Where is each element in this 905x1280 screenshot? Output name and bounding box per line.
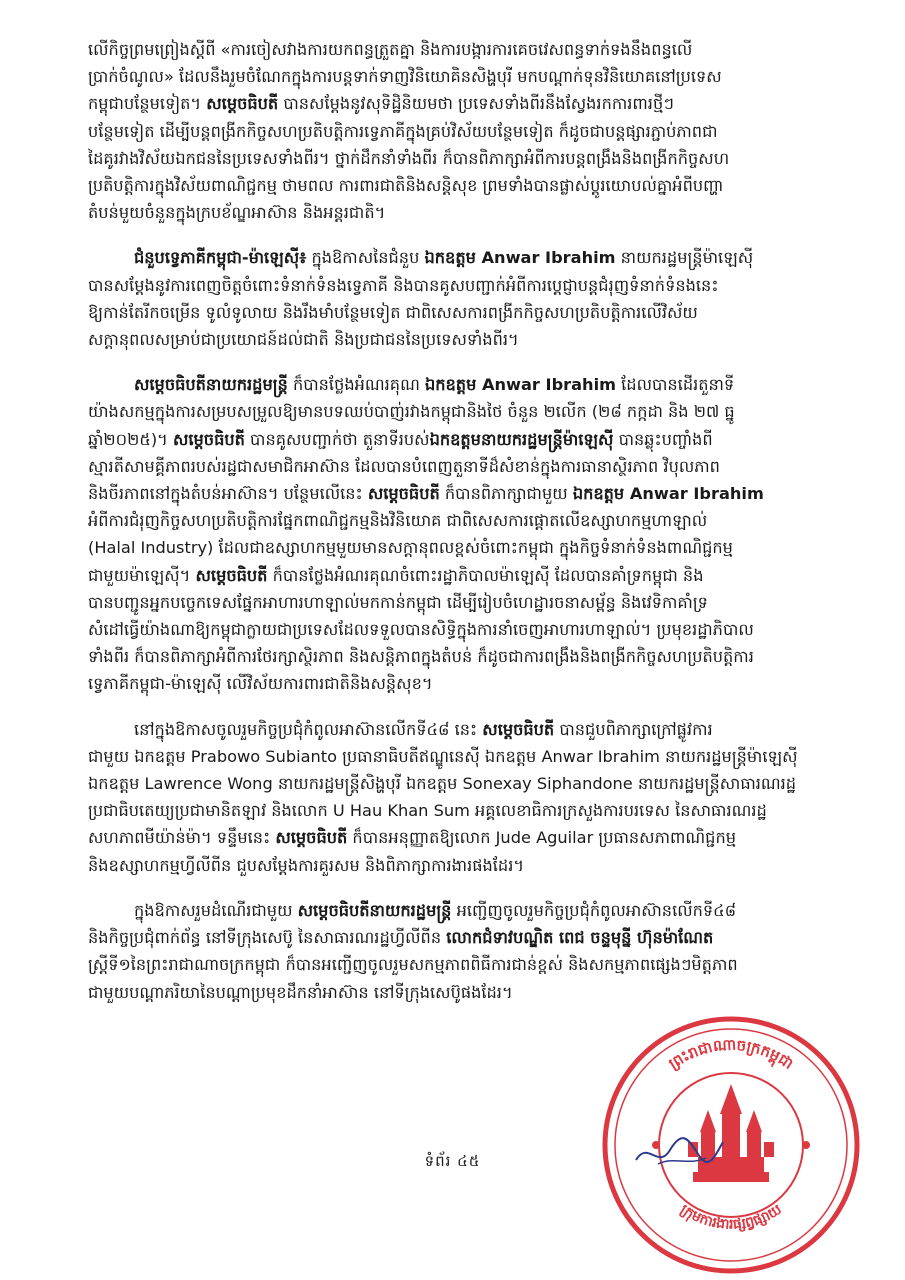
text-segment: បានឆ្លុះបញ្ចាំងពី <box>613 429 713 449</box>
text-line <box>88 643 826 670</box>
text-line <box>88 852 826 879</box>
text-segment: អំពីការជំរុញកិច្ចសហប្រតិបត្តិការផ្នែកពាណិជ្ជកម្មនិងវិនិយោគ ជាពិសេសការផ្តោតលើឧស្សាហកម្មហាឡាល់ <box>88 511 708 531</box>
text-segment: ក៏បានអនុញ្ញាតឱ្យលោក Jude Aguilar ប្រធានសភាពាណិជ្ជកម្ម <box>347 828 737 848</box>
seal-text-top: ព្រះរាជាណាចក្រកម្ពុជា <box>665 1035 797 1073</box>
text-line <box>88 924 826 951</box>
text-segment: និងចីរភាពនៅក្នុងតំបន់អាស៊ាន។ បន្ថែមលើនេះ <box>88 484 368 504</box>
text-line <box>88 453 826 480</box>
bold-text-segment: សម្តេចធិបតី <box>206 94 279 114</box>
text-segment: បានសម្តែងនូវសុទិដ្ឋិនិយមថា ប្រទេសទាំងពីរនឹងស្វែងរកការពារថ្មីៗ <box>278 94 674 114</box>
text-line <box>88 371 826 398</box>
text-segment: ស្ត្រីទី១នៃព្រះរាជាណាចក្រកម្ពុជា ក៏បានអញ្ជើញចូលរួមសកម្មភាពពិធីការជាន់ខ្ពស់ និងសកម្មភាពផ្សេងៗមិត្តភាព <box>88 955 738 975</box>
text-line <box>88 897 826 924</box>
text-segment: បានបញ្ជូនអ្នកបច្ចេកទេសផ្នែកអាហារហាឡាល់មកកាន់កម្ពុជា ដើម្បីរៀបចំហេដ្ឋារចនាសម្ព័ន្ធ និងវេទិកាគាំទ្រ <box>88 592 708 612</box>
bold-text-segment: សម្តេចធិបតី <box>367 484 440 504</box>
text-line <box>88 616 826 643</box>
bold-text-segment: លោកជំទាវបណ្ឌិត ពេជ ចន្ទមុន្នី ហ៊ុនម៉ាណែត <box>446 928 714 948</box>
text-line <box>88 979 826 1006</box>
bold-text-segment: សម្តេចធិបតីនាយករដ្ឋមន្ត្រី <box>134 375 288 395</box>
text-segment: បានគូសបញ្ជាក់ថា តួនាទីរបស់ <box>244 429 430 449</box>
bold-text-segment: ឯកឧត្តម Anwar Ibrahim <box>572 484 764 504</box>
text-line <box>88 797 826 824</box>
seal-text-bottom: ក្រុមការងារផ្សព្វផ្សាយ <box>677 1201 785 1233</box>
body-paragraph <box>88 244 826 353</box>
text-line <box>88 770 826 797</box>
text-line <box>88 716 826 743</box>
text-segment: ជាមួយ ឯកឧត្តម Prabowo Subianto ប្រធានាធិបតីឥណ្ឌូនេស៊ី ឯកឧត្តម Anwar Ibrahim នាយករដ្ឋមន្ត្រីម៉ាឡេស៊ី <box>88 746 798 766</box>
text-segment: បានសម្តែងនូវការពេញចិត្តចំពោះទំនាក់ទំនងទ្វេភាគី និងបានគូសបញ្ជាក់អំពីការប្តេជ្ញាបន្តជំរុញទំនាក់ទំនងនេះ <box>88 275 719 295</box>
body-paragraph <box>88 897 826 1006</box>
text-line <box>88 480 826 507</box>
text-segment: ក៏បានថ្លែងអំណរគុណ <box>287 375 425 395</box>
text-line <box>88 426 826 453</box>
bold-text-segment: សម្តេចធិបតី <box>172 429 245 449</box>
text-segment: ឆ្នាំ២០២៥)។ <box>88 429 173 449</box>
text-segment: ទាំងពីរ ក៏បានពិភាក្សាអំពីការថែរក្សាស្ថិរភាព និងសន្តិភាពក្នុងតំបន់ ក៏ដូចជាការពង្រឹងនិងពង្រីកកិច្ចសហប្រតិបត្តិការ <box>88 647 754 667</box>
text-segment: លើកិច្ចព្រមព្រៀងស្តីពី «ការចៀសវាងការយកពន្ធត្រួតគ្នា និងការបង្ការការគេចវេសពន្ធទាក់ទងនឹងពន្ធលើ <box>88 40 693 59</box>
text-segment: ជាមួយបណ្តាភរិយានៃបណ្តាប្រមុខដឹកនាំអាស៊ាន នៅទីក្រុងសេប៊ូផងដែរ។ <box>88 982 513 1002</box>
text-line <box>88 562 826 589</box>
text-segment: និងឧស្សាហកម្មហ្វីលីពីន ជួបសម្តែងការគួរសម និងពិភាក្សាការងារផងដែរ។ <box>88 855 525 875</box>
bold-text-segment: ឯកឧត្តម Anwar Ibrahim <box>424 375 617 395</box>
text-line <box>88 199 826 226</box>
text-segment: ឯកឧត្តម Lawrence Wong នាយករដ្ឋមន្ត្រីសិង្ហបុរី ឯកឧត្តម Sonexay Siphandone នាយករដ្ឋមន្ត្រីសាធារណរដ្ឋ <box>88 774 797 794</box>
text-segment: ប្រតិបត្តិការក្នុងវិស័យពាណិជ្ជកម្ម ថាមពល ការពារជាតិនិងសន្តិសុខ ព្រមទាំងបានផ្លាស់ប្តូរយោបល់គ្នាអំពីបញ្ហា <box>88 176 724 196</box>
text-segment: ដែលបានដើរតួនាទី <box>616 375 735 395</box>
body-paragraph <box>88 716 826 879</box>
text-segment: បន្ថែមទៀត ដើម្បីបន្តពង្រីកកិច្ចសហប្រតិបត្តិការទ្វេភាគីក្នុងគ្រប់វិស័យបន្ថែមទៀត ក៏ដូចជាបន្តផ្សារភ្ជាប់ភាពជា <box>88 121 718 141</box>
body-paragraph <box>88 371 826 697</box>
text-segment: ក្នុងឱកាសរួមដំណើរជាមួយ <box>134 900 298 920</box>
text-line <box>88 36 826 63</box>
bold-text-segment: ជំនួបទ្វេភាគីកម្ពុជា-ម៉ាឡេស៊ី៖ <box>134 248 307 268</box>
text-segment: ស្មារតីសាមគ្គីភាពរបស់រដ្ឋជាសមាជិកអាស៊ាន ដែលបានបំពេញតួនាទីដ៏សំខាន់ក្នុងការធានាស្ថិរភាព វិបុលភាព <box>88 456 720 476</box>
text-line <box>88 244 826 271</box>
text-line <box>88 589 826 616</box>
text-segment: តំបន់មួយចំនួនក្នុងក្របខ័ណ្ឌអាស៊ាន និងអន្តរជាតិ។ <box>88 203 386 223</box>
text-segment: នាយករដ្ឋមន្ត្រីម៉ាឡេស៊ី <box>615 248 754 268</box>
text-line <box>88 172 826 199</box>
text-segment: សំដៅធ្វើយ៉ាងណាឱ្យកម្ពុជាក្លាយជាប្រទេសដែលទទួលបានសិទ្ធិក្នុងការនាំចេញអាហារហាឡាល់។ ប្រមុខរដ្ឋាភិបាល <box>88 620 754 640</box>
text-line <box>88 63 826 90</box>
text-segment: យ៉ាងសកម្មក្នុងការសម្របសម្រួលឱ្យមានបទឈប់បាញ់រវាងកម្ពុជានិងថៃ ចំនួន ២លើក (២៨ កក្កដា និង ២៧ ធ្នូ <box>88 402 735 422</box>
text-segment: សហភាពមីយ៉ាន់ម៉ា។ ទន្ទឹមនេះ <box>88 828 276 848</box>
text-segment: កម្ពុជាបន្ថែមទៀត។ <box>88 94 207 114</box>
text-segment: ប្រជាធិបតេយ្យប្រជាមានិតឡាវ និងលោក U Hau Khan Sum អគ្គលេខាធិការក្រសួងការបរទេស នៃសាធារណរដ្ឋ <box>88 801 767 821</box>
text-line <box>88 670 826 697</box>
text-line <box>88 90 826 117</box>
text-line <box>88 398 826 425</box>
text-segment: ក្នុងឱកាសនៃជំនួប <box>306 248 425 268</box>
text-segment: សក្តានុពលសម្រាប់ជាប្រយោជន៍ដល់ជាតិ និងប្រជាជននៃប្រទេសទាំងពីរ។ <box>88 330 519 350</box>
text-segment: ក៏បានថ្លែងអំណរគុណចំពោះរដ្ឋាភិបាលម៉ាឡេស៊ី ដែលបានគាំទ្រកម្ពុជា និង <box>267 565 704 585</box>
svg-text:ព្រះរាជាណាចក្រកម្ពុជា <box>666 1035 797 1072</box>
text-segment: និងកិច្ចប្រជុំពាក់ព័ន្ធ នៅទីក្រុងសេប៊ូ នៃសាធារណរដ្ឋហ្វីលីពីន <box>88 928 447 948</box>
text-segment: ប្រាក់ចំណូល» ដែលនឹងរួមចំណែកក្នុងការបន្តទាក់ទាញវិនិយោគិនសិង្ហបុរី មកបណ្តាក់ទុនវិនិយោគនៅប្រទេស <box>88 67 722 87</box>
text-line <box>88 824 826 851</box>
bold-text-segment: សម្តេចធិបតីនាយករដ្ឋមន្ត្រី <box>297 900 452 920</box>
handwritten-signature <box>628 1120 728 1180</box>
body-paragraph <box>88 36 826 226</box>
text-segment: ក៏បានពិភាក្សាជាមួយ <box>439 484 573 504</box>
bold-text-segment: ឯកឧត្តមនាយករដ្ឋមន្ត្រីម៉ាឡេស៊ី <box>429 429 614 449</box>
text-line <box>88 743 826 770</box>
text-line <box>88 951 826 978</box>
text-line <box>88 272 826 299</box>
text-segment: ជាមួយម៉ាឡេស៊ី។ <box>88 565 196 585</box>
text-segment: បានជួបពិភាក្សាក្រៅផ្លូវការ <box>554 719 713 739</box>
text-segment: ទ្វេភាគីកម្ពុជា-ម៉ាឡេស៊ី លើវិស័យការពារជាតិនិងសន្តិសុខ។ <box>88 674 433 694</box>
document-body <box>88 36 826 1024</box>
text-segment: (Halal Industry) ដែលជាឧស្សាហកម្មមួយមានសក្តានុពលខ្ពស់ចំពោះកម្ពុជា ក្នុងកិច្ចទំនាក់ទំនងពាណិជ្ជកម្ម <box>88 538 733 558</box>
bold-text-segment: សម្តេចធិបតី <box>275 828 348 848</box>
bold-text-segment: សម្តេចធិបតី <box>482 719 555 739</box>
bold-text-segment: សម្តេចធិបតី <box>195 565 268 585</box>
text-line <box>88 299 826 326</box>
text-line <box>88 326 826 353</box>
text-line <box>88 118 826 145</box>
bold-text-segment: ឯកឧត្តម Anwar Ibrahim <box>424 248 616 268</box>
page-number: ទំព័រ ៤៥ <box>424 1152 481 1170</box>
text-segment: នៅក្នុងឱកាសចូលរួមកិច្ចប្រជុំកំពូលអាស៊ានលើកទី៤៨ នេះ <box>134 719 483 739</box>
text-line <box>88 507 826 534</box>
text-segment: ឱ្យកាន់តែរីកចម្រើន ទូលំទូលាយ និងរឹងមាំបន្ថែមទៀត ជាពិសេសការពង្រីកកិច្ចសហប្រតិបត្តិការលើវិស័យ <box>88 302 698 322</box>
text-line <box>88 145 826 172</box>
text-line <box>88 534 826 561</box>
text-segment: អញ្ជើញចូលរួមកិច្ចប្រជុំកំពូលអាស៊ានលើកទី៤៨ <box>451 900 737 920</box>
text-segment: ដៃគូរវាងវិស័យឯកជននៃប្រទេសទាំងពីរ។ ថ្នាក់ដឹកនាំទាំងពីរ ក៏បានពិភាក្សាអំពីការបន្តពង្រឹងនិងពង្រីកកិច្ចសហ <box>88 148 730 168</box>
